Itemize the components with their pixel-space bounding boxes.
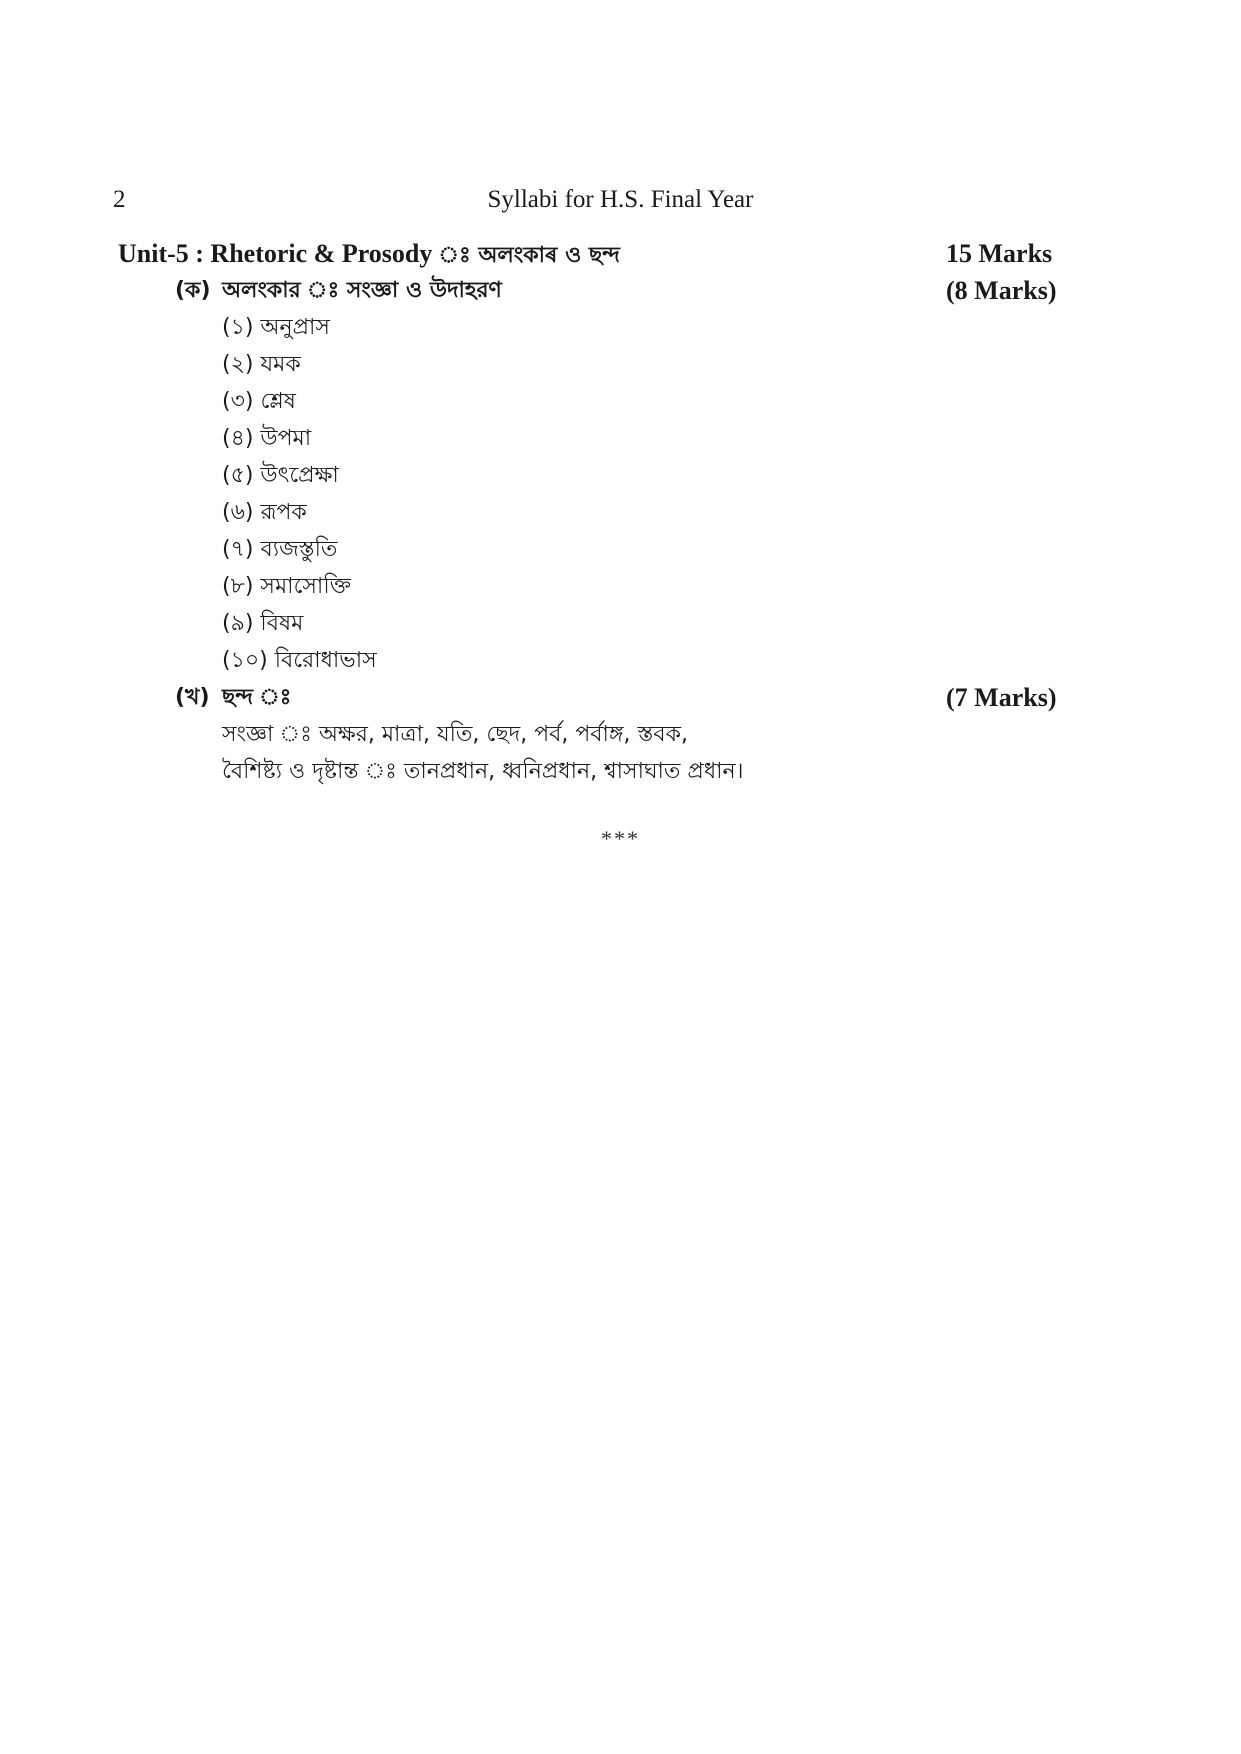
section-a-title: অলংকার ঃ সংজ্ঞা ও উদাহরণ [222,278,502,303]
unit-heading [118,236,620,274]
section-a-marks: (8 Marks) [946,276,1057,305]
list-item [0,384,1241,420]
unit-title-en: Unit-5 : Rhetoric & Prosody [118,239,433,268]
page-number: 2 [113,186,126,213]
section-a-heading-row [0,273,1241,309]
alankar-item: (৭) ব্যজস্তুতি [222,537,338,562]
list-item [0,458,1241,494]
list-item [0,495,1241,531]
chhanda-definitions: সংজ্ঞা ঃ অক্ষর, মাত্রা, যতি, ছেদ, পর্ব, পর্বাঙ্গ, স্তবক, [222,722,688,747]
alankar-item: (২) যমক [222,352,301,377]
list-item [0,606,1241,642]
list-item [0,347,1241,383]
alankar-item: (৯) বিষম [222,611,304,636]
list-item [0,532,1241,568]
alankar-item: (৮) সমাসোক্তি [222,574,351,599]
running-header: Syllabi for H.S. Final Year [487,186,754,213]
list-item [0,569,1241,605]
section-b-line [0,717,1241,753]
unit-heading-row [0,236,1241,272]
list-item [0,310,1241,346]
alankar-item: (৬) রূপক [222,500,307,525]
alankar-item: (৫) উৎপ্রেক্ষা [222,463,339,488]
list-item [0,421,1241,457]
chhanda-features: বৈশিষ্ট্য ও দৃষ্টান্ত ঃ তানপ্রধান, ধ্বনিপ্রধান, শ্বাসাঘাত প্রধান। [222,759,744,784]
alankar-item: (৩) শ্লেষ [222,389,296,414]
alankar-item: (১০) বিরোধাভাস [222,648,377,673]
section-b-heading-row [0,680,1241,716]
section-b-marks: (7 Marks) [946,683,1057,712]
alankar-item: (৪) উপমা [222,426,312,451]
alankar-item: (১) অনুপ্রাস [222,315,330,340]
unit-marks: 15 Marks [946,239,1053,268]
end-mark: *** [601,826,640,851]
unit-title-bn: ঃ অলংকাৰ ও ছন্দ [438,243,620,268]
section-a-label: (ক) [175,278,211,303]
list-item [0,643,1241,679]
section-b-title: ছন্দ ঃ [222,685,292,710]
section-b-line [0,754,1241,790]
section-b-label: (খ) [175,685,210,710]
